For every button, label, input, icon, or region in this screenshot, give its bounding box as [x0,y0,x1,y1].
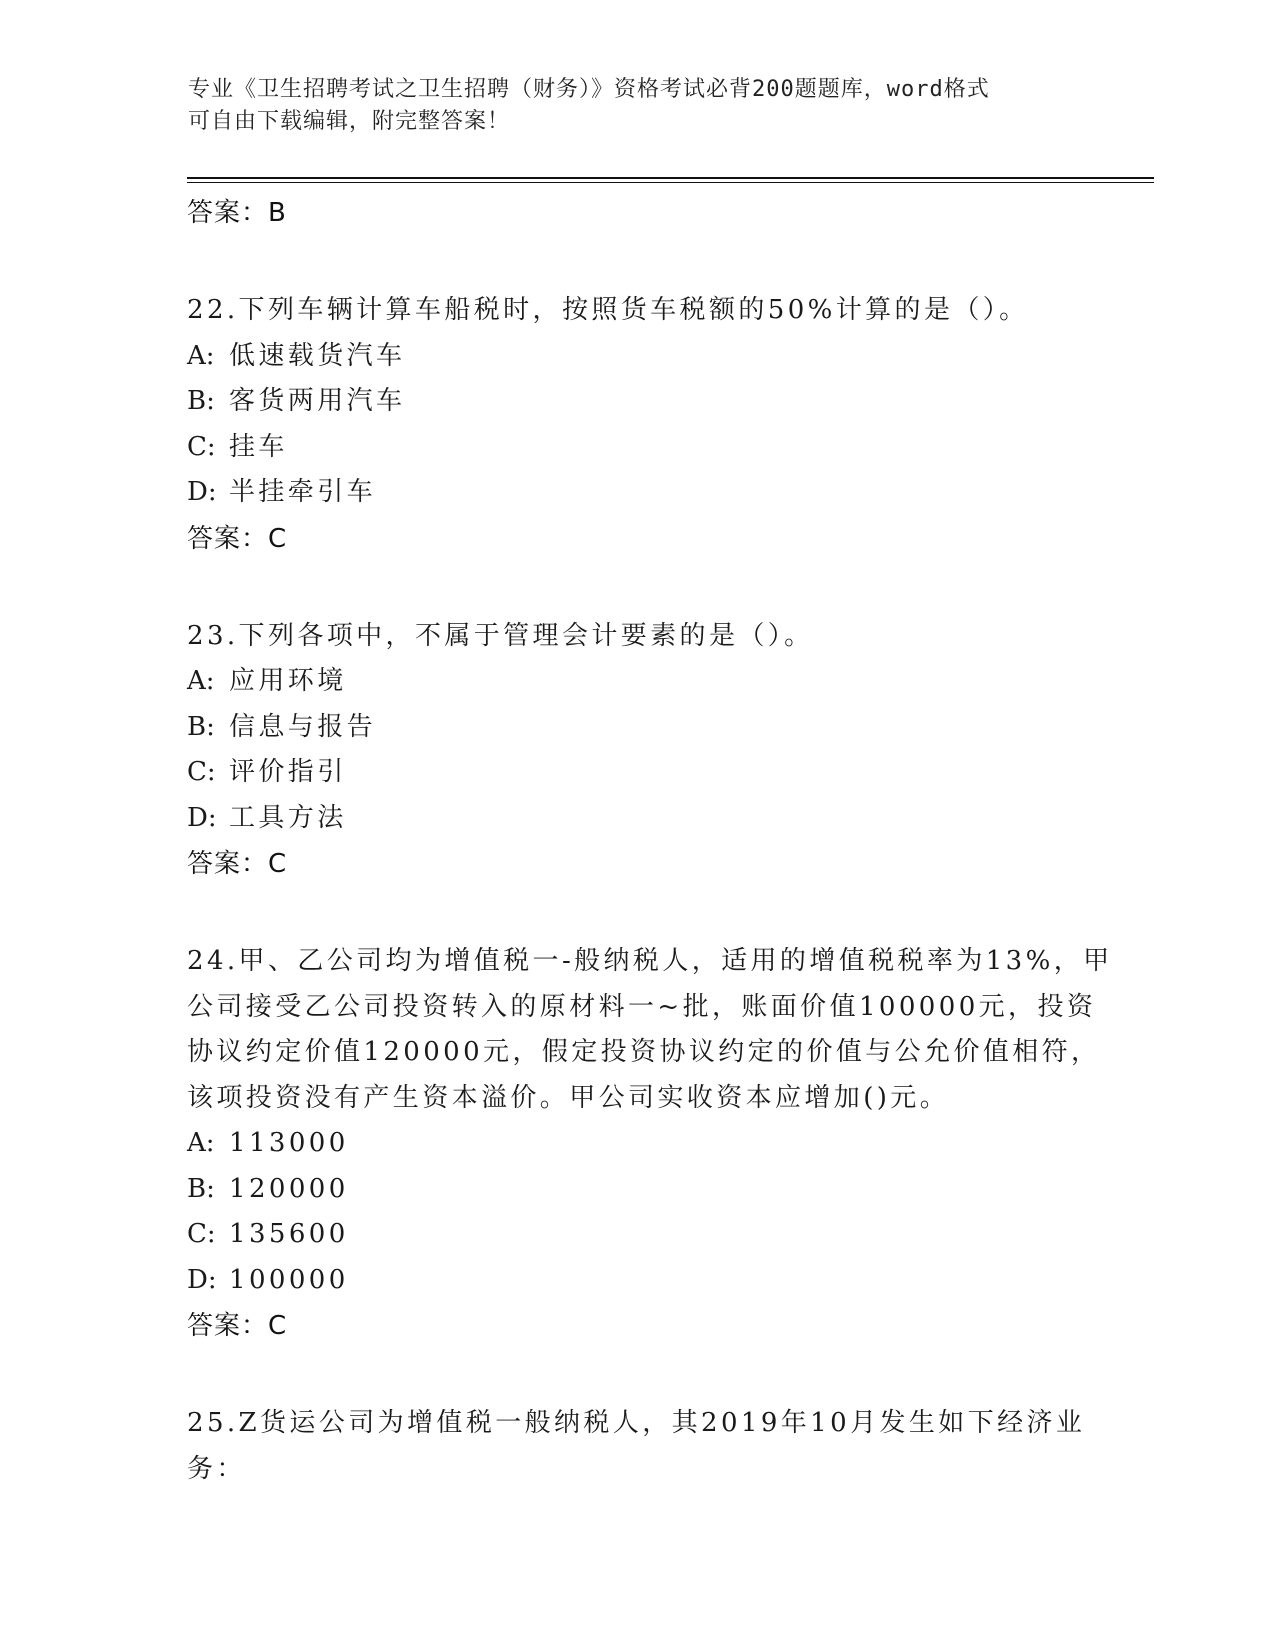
question-22-option-d [187,470,1087,516]
answer-22: 答案：C [187,523,288,554]
option-letter: A: [187,340,215,371]
question-24-stem [187,939,1113,1121]
header-line-1: 专业《卫生招聘考试之卫生招聘（财务）》资格考试必背200题题库，word格式 [188,77,990,102]
option-text: 低速载货汽车 [229,340,406,371]
spacer [187,1349,1087,1401]
question-24-option-a [187,1121,1087,1167]
question-23-option-a [187,659,1087,705]
question-24-line: 24.甲、乙公司均为增值税一-般纳税人，适用的增值税税率为13%，甲 [187,946,1113,976]
question-24-option-c [187,1212,1087,1258]
option-text: 信息与报告 [229,711,377,742]
question-23-stem [187,614,1087,660]
question-25-stem [187,1401,1087,1492]
question-list [187,190,1113,1492]
option-letter: C: [187,431,216,462]
answer-23: 答案：C [187,849,288,879]
question-22-option-b [187,379,1087,425]
option-letter: C: [187,757,216,787]
option-text: 应用环境 [229,666,347,696]
question-23-line: 23.下列各项中，不属于管理会计要素的是（）。 [187,620,814,651]
header-divider-thick [187,177,1154,179]
option-text: 工具方法 [229,802,347,833]
option-letter: C: [187,1219,216,1249]
spacer [187,562,1087,614]
question-24-line: 协议约定价值120000元，假定投资协议约定的价值与公允价值相符， [187,1037,1101,1067]
option-text: 半挂牵引车 [229,477,377,507]
option-letter: D: [187,477,217,507]
question-22-option-a [187,334,1087,380]
option-letter: A: [187,1128,215,1158]
option-letter: B: [187,1173,215,1204]
option-text: 100000 [229,1264,349,1295]
option-text: 113000 [229,1128,349,1158]
option-text: 120000 [229,1173,349,1204]
option-letter: B: [187,711,215,742]
option-letter: B: [187,386,215,416]
question-22-line: 22.下列车辆计算车船税时，按照货车税额的50%计算的是（）。 [187,295,1029,325]
option-text: 挂车 [229,431,288,462]
question-24-line: 该项投资没有产生资本溢价。甲公司实收资本应增加()元。 [187,1082,950,1113]
spacer [187,236,1087,288]
question-23-option-d [187,796,1087,842]
question-23-option-c [187,750,1087,796]
option-text: 评价指引 [229,757,347,787]
question-24-option-b [187,1167,1087,1213]
option-letter: A: [187,666,215,696]
question-22-option-c [187,425,1087,471]
question-23-option-b [187,705,1087,751]
question-25-line: 25.Z货运公司为增值税一般纳税人，其2019年10月发生如下经济业 [187,1408,1086,1438]
spacer [187,887,1087,939]
option-letter: D: [187,802,217,833]
header-line-2: 可自由下载编辑，附完整答案！ [188,109,511,134]
header-divider-thin [187,182,1154,183]
option-text: 135600 [229,1219,349,1249]
option-letter: D: [187,1264,217,1295]
question-22-stem [187,288,1087,334]
answer-21: 答案：B [187,198,287,228]
question-25-line: 务： [187,1453,246,1484]
document-header [188,74,1068,138]
answer-24: 答案：C [187,1311,288,1341]
question-24-line: 公司接受乙公司投资转入的原材料一~批，账面价值100000元，投资 [187,991,1097,1022]
question-24-option-d [187,1258,1087,1304]
option-text: 客货两用汽车 [229,386,406,416]
